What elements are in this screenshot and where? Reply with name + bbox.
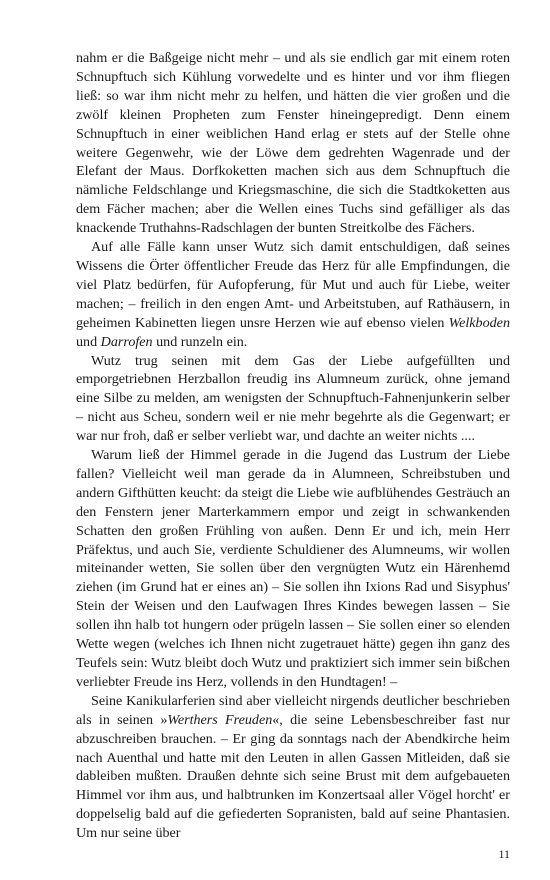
italic-text-segment: Darrofen [100, 333, 153, 350]
text-segment: und runzeln ein. [152, 333, 248, 350]
italic-text-segment: Welkboden [448, 314, 510, 331]
paragraph [76, 692, 510, 843]
page-number: 11 [498, 847, 510, 861]
text-segment: Wutz trug seinen mit dem Gas der Liebe aufgefüllten und emporgetriebnen Herzballon freudig ins Alumneum zurück, ohne jemand eine Silbe zu melden, am wenigsten der Schnupftuch-Fahnenjunkerin selber – nicht aus Scheu, sondern weil er nie mehr begehrte als die Gegenwart; er war nur froh, daß er selber verliebt war, und dachte an weiter nichts .... [76, 352, 510, 445]
text-segment: nahm er die Baßgeige nicht mehr – und als sie endlich gar mit einem roten Schnupftuch sich Kühlung vorwedelte und es hinter und vor ihm fliegen ließ: so war ihm nicht mehr zu helfen, und hätten die vier großen und die zwölf kleinen Propheten zum Fenster hineingepredigt. Denn einem Schnupftuch in einer weiblichen Hand erlag er stets auf der Stelle ohne weitere Gegenwehr, wie der Löwe dem gedrehten Wagenrade und der Elefant der Maus. Dorfkoketten machen sich aus dem Schnupftuch die nämliche Feldschlange und Kriegsmaschine, die sich die Stadtkoketten aus dem Fächer machen; aber die Wellen eines Tuchs sind gefälliger als das knackende Truthahns-Radschlagen der bunten Streitkolbe des Fächers. [76, 50, 510, 237]
italic-text-segment: Werthers Freuden [167, 711, 273, 728]
text-segment: Auf alle Fälle kann unser Wutz sich damit entschuldigen, daß seines Wissens die Örter öffentlicher Freude das Herz für alle Empfindungen, die viel Platz bedürfen, für Aufopferung, für Mut und auch für Liebe, weiter machen; – freilich in den engen Amt- und Arbeitstuben, auf Rathäusern, in geheimen Kabinetten liegen unsre Herzen wie auf ebenso vielen [76, 239, 510, 331]
text-segment: «, die seine Lebensbeschreiber fast nur abzuschreiben brauchen. – Er ging da sonntags nach der Abendkirche heim nach Auenthal und hatte mit den Leuten in allen Gassen Mitleiden, daß sie dableiben mußten. Draußen dehnte sich seine Brust mit dem aufgebaueten Himmel vor ihm aus, und halbtrunken im Konzertsaal aller Vögel horcht' er doppelselig bald auf die gefiederten Sopranisten, bald auf seine Phantasien. Um nur seine über [76, 711, 510, 842]
body-text [76, 49, 510, 843]
paragraph [76, 352, 510, 447]
text-segment: und [76, 333, 101, 350]
paragraph [76, 49, 510, 238]
text-segment: Warum ließ der Himmel gerade in die Jugend das Lustrum der Liebe fallen? Vielleicht weil man gerade da in Alumneen, Schreibstuben und andern Gifthütten keucht: da steigt die Liebe wie aufblühendes Gesträuch an den Fenstern jener Marterkammern empor und zeigt in schwankenden Schatten den großen Frühling von außen. Denn Er und ich, mein Herr Präfektus, und auch Sie, verdiente Schuldiener des Alumneums, wir wollen miteinander wetten, Sie sollen über den vergnügten Wutz ein Härenhemd ziehen (im Grund hat er eines an) – Sie sollen ihn Ixions Rad und Sisyphus' Stein der Weisen und den Laufwagen Ihres Kindes bewegen lassen – Sie sollen ihn halb tot hungern oder prügeln lassen – Sie sollen einer so elenden Wette wegen (welches ich Ihnen nicht zugetrauet hätte) gegen ihn ganz des Teufels sein: Wutz bleibt doch Wutz und praktiziert sich immer sein bißchen verliebter Freude ins Herz, vollends in den Hundtagen! – [76, 447, 510, 690]
paragraph [76, 238, 510, 351]
paragraph [76, 446, 510, 692]
text-segment: Seine Kanikularferien sind aber vielleicht nirgends deutlicher beschrieben als in seinen » [76, 692, 510, 728]
